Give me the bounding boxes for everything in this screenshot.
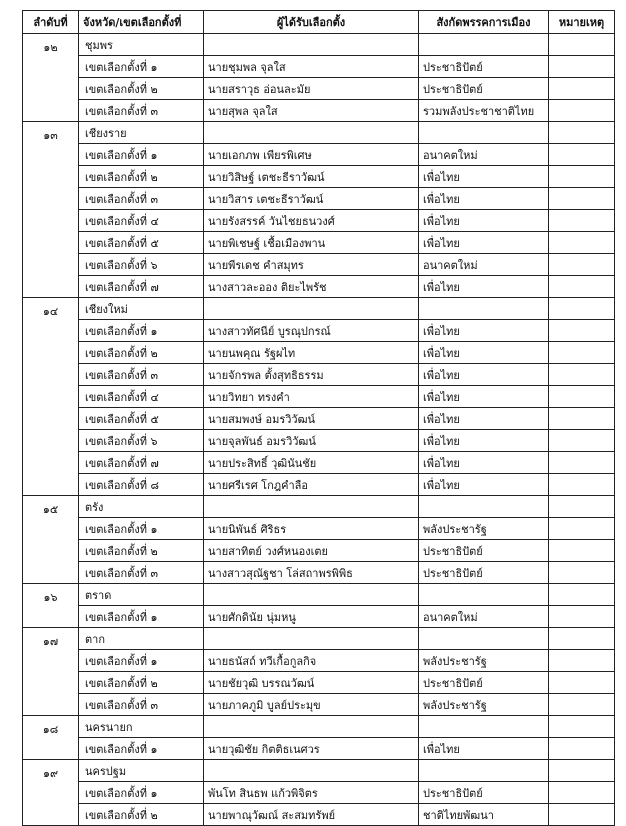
name-cell: นายศักดินัย นุ่มหนู [204,606,419,628]
district-cell: เขตเลือกตั้งที่ ๓ [79,188,204,210]
name-cell: พันโท สินธพ แก้วพิจิตร [204,782,419,804]
name-cell: นายวิสิษฐ์ เตชะธีราวัฒน์ [204,166,419,188]
name-cell: นายพีรเดช คำสมุทร [204,254,419,276]
table-row [23,254,615,276]
empty-cell [204,628,419,650]
district-cell: เขตเลือกตั้งที่ ๒ [79,540,204,562]
name-cell: นายประสิทธิ์ วุฒินันชัย [204,452,419,474]
empty-cell [204,298,419,320]
name-cell: นายชัยวุฒิ บรรณวัฒน์ [204,672,419,694]
header-no: ลำดับที่ [23,11,79,34]
empty-cell [549,298,615,320]
empty-cell [419,496,549,518]
empty-cell [204,122,419,144]
empty-cell [419,760,549,782]
name-cell: นายสมพงษ์ อมรวิวัฒน์ [204,408,419,430]
row-number: ๑๙ [23,760,79,826]
empty-cell [204,34,419,56]
note-cell [549,804,615,826]
election-results-table [22,10,615,826]
district-cell: เขตเลือกตั้งที่ ๗ [79,276,204,298]
party-cell: อนาคตใหม่ [419,606,549,628]
district-cell: เขตเลือกตั้งที่ ๗ [79,452,204,474]
table-row [23,518,615,540]
empty-cell [549,34,615,56]
name-cell: นางสาวทัศนีย์ บูรณุปกรณ์ [204,320,419,342]
name-cell: นายสาทิตย์ วงศ์หนองเตย [204,540,419,562]
empty-cell [419,122,549,144]
district-cell: เขตเลือกตั้งที่ ๑ [79,144,204,166]
party-cell: พลังประชารัฐ [419,518,549,540]
table-row [23,650,615,672]
note-cell [549,738,615,760]
table-row [23,276,615,298]
table-row [23,782,615,804]
row-number: ๑๖ [23,584,79,628]
province-row [23,122,615,144]
district-cell: เขตเลือกตั้งที่ ๒ [79,78,204,100]
note-cell [549,188,615,210]
district-cell: เขตเลือกตั้งที่ ๓ [79,694,204,716]
table-row [23,430,615,452]
name-cell: นายศรีเรศ โกฎคำลือ [204,474,419,496]
empty-cell [549,122,615,144]
note-cell [549,78,615,100]
empty-cell [549,628,615,650]
row-number: ๑๗ [23,628,79,716]
empty-cell [549,496,615,518]
district-cell: เขตเลือกตั้งที่ ๑ [79,782,204,804]
party-cell: พลังประชารัฐ [419,650,549,672]
table-row [23,738,615,760]
note-cell [549,430,615,452]
province-row [23,34,615,56]
province-name: เชียงราย [79,122,204,144]
note-cell [549,210,615,232]
note-cell [549,166,615,188]
note-cell [549,694,615,716]
party-cell: ประชาธิปัตย์ [419,540,549,562]
name-cell: นายเอกภพ เพียรพิเศษ [204,144,419,166]
empty-cell [204,496,419,518]
table-row [23,56,615,78]
party-cell: เพื่อไทย [419,386,549,408]
name-cell: นายรังสรรค์ วันไชยธนวงศ์ [204,210,419,232]
province-name: เชียงใหม่ [79,298,204,320]
empty-cell [419,34,549,56]
party-cell: เพื่อไทย [419,166,549,188]
party-cell: เพื่อไทย [419,188,549,210]
district-cell: เขตเลือกตั้งที่ ๒ [79,166,204,188]
note-cell [549,254,615,276]
table-row [23,342,615,364]
empty-cell [204,760,419,782]
table-row [23,452,615,474]
name-cell: นายวิทยา ทรงคำ [204,386,419,408]
party-cell: เพื่อไทย [419,738,549,760]
table-row [23,188,615,210]
name-cell: นายพิเชษฐ์ เชื้อเมืองพาน [204,232,419,254]
province-name: ตาก [79,628,204,650]
empty-cell [419,628,549,650]
row-number: ๑๕ [23,496,79,584]
province-name: ชุมพร [79,34,204,56]
note-cell [549,672,615,694]
name-cell: นายชุมพล จุลใส [204,56,419,78]
note-cell [549,474,615,496]
note-cell [549,540,615,562]
name-cell: นายนิพันธ์ ศิริธร [204,518,419,540]
party-cell: รวมพลังประชาชาติไทย [419,100,549,122]
table-row [23,144,615,166]
note-cell [549,386,615,408]
header-party: สังกัดพรรคการเมือง [419,11,549,34]
table-row [23,386,615,408]
province-row [23,760,615,782]
province-row [23,584,615,606]
note-cell [549,276,615,298]
empty-cell [419,298,549,320]
party-cell: ประชาธิปัตย์ [419,78,549,100]
empty-cell [549,584,615,606]
party-cell: เพื่อไทย [419,232,549,254]
district-cell: เขตเลือกตั้งที่ ๒ [79,804,204,826]
party-cell: ประชาธิปัตย์ [419,782,549,804]
name-cell: นายนพคุณ รัฐผไท [204,342,419,364]
table-row [23,562,615,584]
party-cell: เพื่อไทย [419,276,549,298]
party-cell: พลังประชารัฐ [419,694,549,716]
note-cell [549,562,615,584]
note-cell [549,232,615,254]
table-row [23,408,615,430]
note-cell [549,606,615,628]
district-cell: เขตเลือกตั้งที่ ๑ [79,650,204,672]
party-cell: เพื่อไทย [419,452,549,474]
province-name: ตรัง [79,496,204,518]
party-cell: เพื่อไทย [419,320,549,342]
note-cell [549,518,615,540]
table-row [23,100,615,122]
table-body [23,34,615,826]
note-cell [549,144,615,166]
name-cell: นายสุพล จุลใส [204,100,419,122]
district-cell: เขตเลือกตั้งที่ ๒ [79,342,204,364]
empty-cell [204,716,419,738]
table-row [23,210,615,232]
province-row [23,628,615,650]
table-row [23,606,615,628]
district-cell: เขตเลือกตั้งที่ ๑ [79,320,204,342]
district-cell: เขตเลือกตั้งที่ ๓ [79,562,204,584]
party-cell: อนาคตใหม่ [419,144,549,166]
note-cell [549,342,615,364]
district-cell: เขตเลือกตั้งที่ ๒ [79,672,204,694]
party-cell: ประชาธิปัตย์ [419,562,549,584]
province-row [23,496,615,518]
name-cell: นายจุลพันธ์ อมรวิวัฒน์ [204,430,419,452]
table-row [23,672,615,694]
table-row [23,232,615,254]
district-cell: เขตเลือกตั้งที่ ๖ [79,254,204,276]
name-cell: นายวุฒิชัย กิตติธเนศวร [204,738,419,760]
note-cell [549,100,615,122]
row-number: ๑๔ [23,298,79,496]
party-cell: ชาติไทยพัฒนา [419,804,549,826]
party-cell: เพื่อไทย [419,342,549,364]
district-cell: เขตเลือกตั้งที่ ๑ [79,56,204,78]
party-cell: อนาคตใหม่ [419,254,549,276]
name-cell: นายพาณุวัฒณ์ สะสมทรัพย์ [204,804,419,826]
province-row [23,716,615,738]
note-cell [549,56,615,78]
province-name: นครนายก [79,716,204,738]
table-row [23,540,615,562]
district-cell: เขตเลือกตั้งที่ ๔ [79,210,204,232]
name-cell: นางสาวละออง ติยะไพรัช [204,276,419,298]
party-cell: ประชาธิปัตย์ [419,672,549,694]
party-cell: เพื่อไทย [419,408,549,430]
table-row [23,78,615,100]
note-cell [549,452,615,474]
note-cell [549,364,615,386]
table-row [23,166,615,188]
note-cell [549,320,615,342]
party-cell: เพื่อไทย [419,474,549,496]
district-cell: เขตเลือกตั้งที่ ๑ [79,738,204,760]
row-number: ๑๒ [23,34,79,122]
name-cell: นางสาวสุณัฐชา โล่สถาพรพิพิธ [204,562,419,584]
district-cell: เขตเลือกตั้งที่ ๑ [79,518,204,540]
district-cell: เขตเลือกตั้งที่ ๖ [79,430,204,452]
province-row [23,298,615,320]
party-cell: เพื่อไทย [419,364,549,386]
party-cell: เพื่อไทย [419,430,549,452]
district-cell: เขตเลือกตั้งที่ ๕ [79,408,204,430]
note-cell [549,782,615,804]
empty-cell [549,716,615,738]
table-row [23,694,615,716]
note-cell [549,650,615,672]
table-row [23,364,615,386]
note-cell [549,408,615,430]
district-cell: เขตเลือกตั้งที่ ๑ [79,606,204,628]
header-area: จังหวัด/เขตเลือกตั้งที่ [79,11,204,34]
district-cell: เขตเลือกตั้งที่ ๕ [79,232,204,254]
district-cell: เขตเลือกตั้งที่ ๓ [79,364,204,386]
district-cell: เขตเลือกตั้งที่ ๓ [79,100,204,122]
empty-cell [204,584,419,606]
district-cell: เขตเลือกตั้งที่ ๔ [79,386,204,408]
empty-cell [419,584,549,606]
province-name: ตราด [79,584,204,606]
table-header-row [23,11,615,34]
table-row [23,320,615,342]
party-cell: เพื่อไทย [419,210,549,232]
table-row [23,474,615,496]
header-name: ผู้ได้รับเลือกตั้ง [204,11,419,34]
name-cell: นายสราวุธ อ่อนละมัย [204,78,419,100]
name-cell: นายวิสาร เตชะธีราวัฒน์ [204,188,419,210]
row-number: ๑๘ [23,716,79,760]
row-number: ๑๓ [23,122,79,298]
province-name: นครปฐม [79,760,204,782]
name-cell: นายธนัสถ์ ทวีเกื้อกูลกิจ [204,650,419,672]
empty-cell [549,760,615,782]
party-cell: ประชาธิปัตย์ [419,56,549,78]
name-cell: นายจักรพล ตั้งสุทธิธรรม [204,364,419,386]
table-row [23,804,615,826]
district-cell: เขตเลือกตั้งที่ ๘ [79,474,204,496]
empty-cell [419,716,549,738]
name-cell: นายภาคภูมิ บูลย์ประมุข [204,694,419,716]
header-note: หมายเหตุ [549,11,615,34]
